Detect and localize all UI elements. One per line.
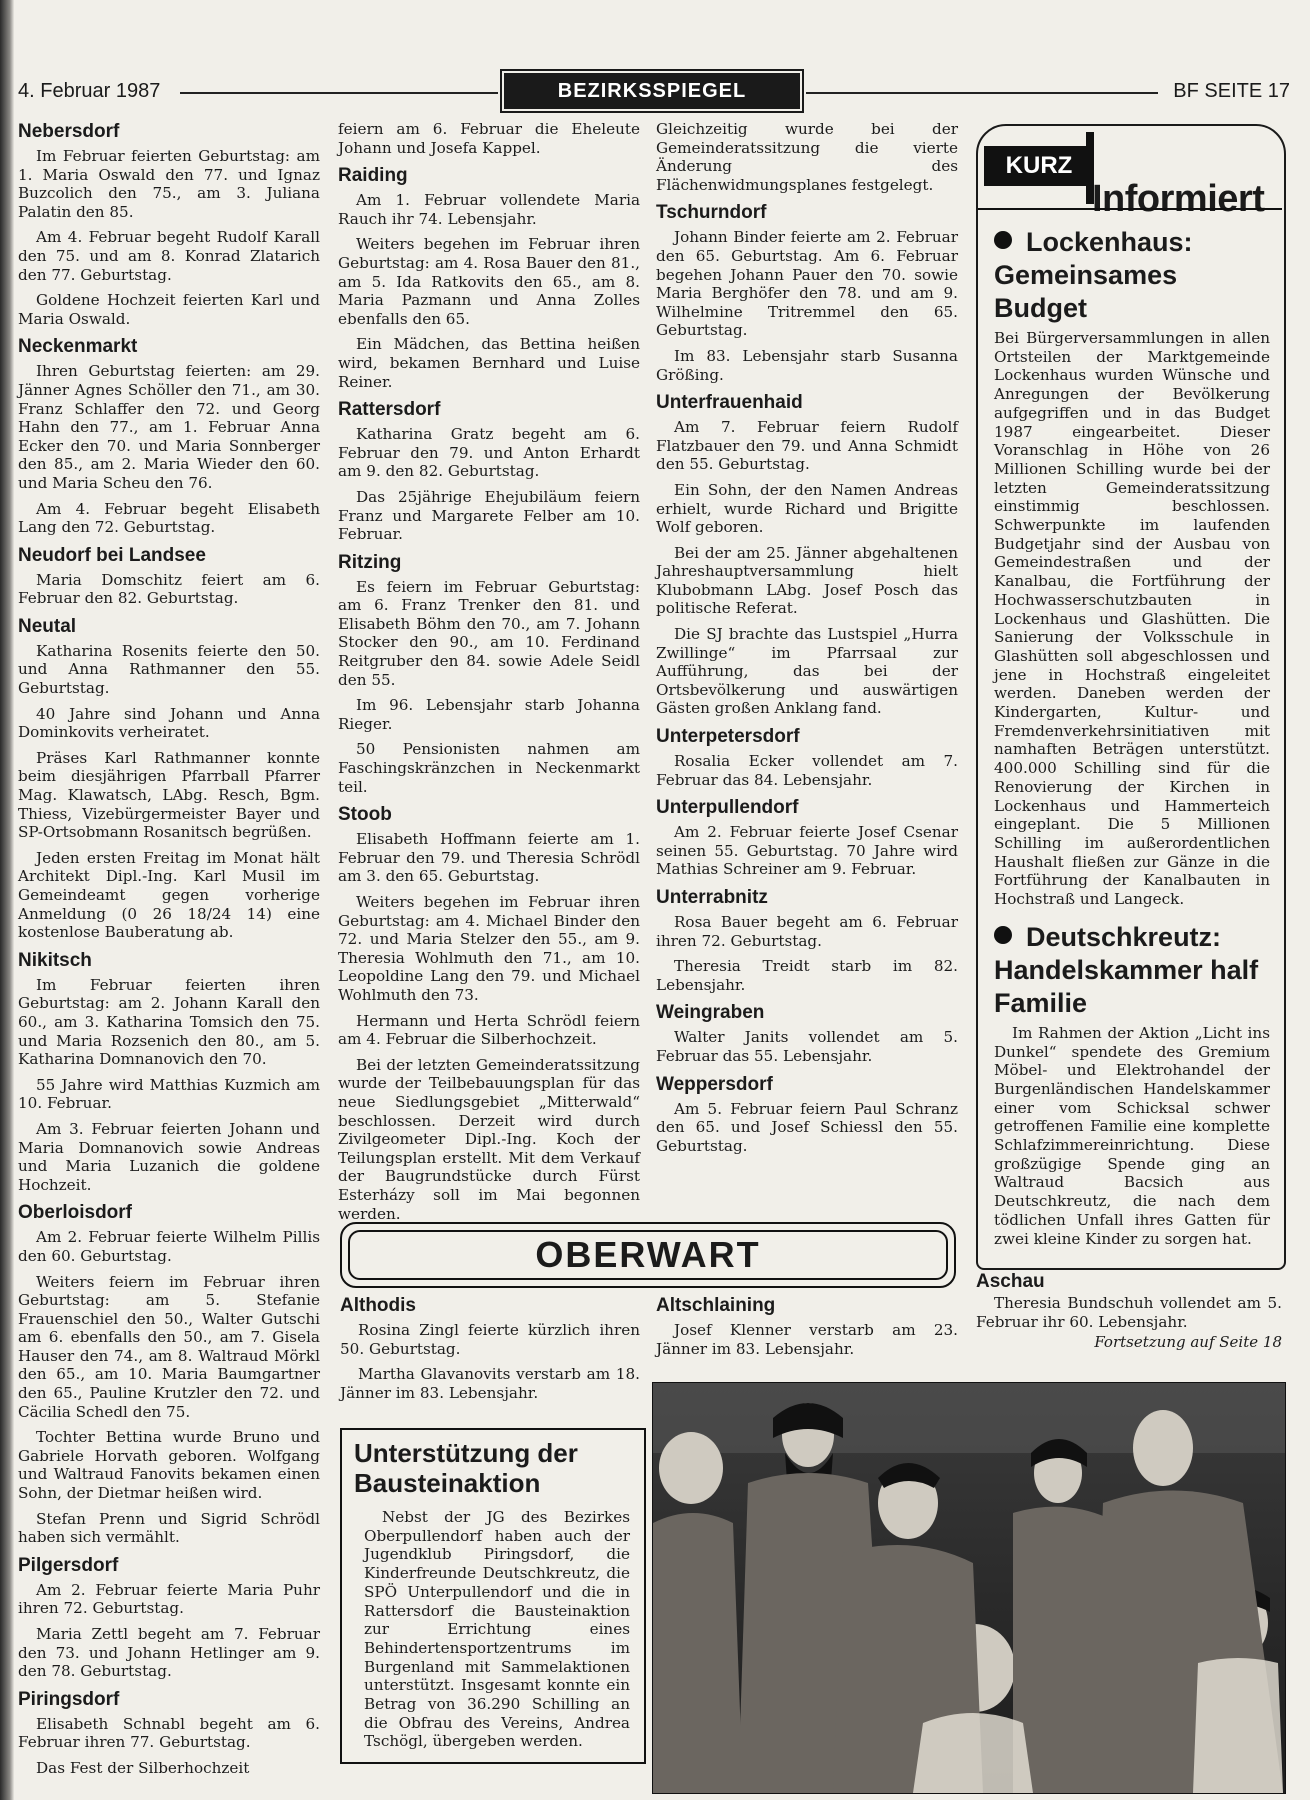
section-heading: Rattersdorf — [338, 399, 441, 421]
article-paragraph: Bei der letzten Gemeinderatssitzung wurde der Teilbebauungsplan für das neue Siedlungsgebiet „Mitterwald“ beschlossen. Derzeit wird durch Zivilgeometer Dipl.-Ing. Koch der Teilungsplan erstellt. Mit dem Verkauf der Baugrundstücke durch Fürst Esterházy soll im Mai begonnen werden. — [338, 1055, 640, 1223]
article-paragraph: Gleichzeitig wurde bei der Gemeinderatssitzung die vierte Änderung des Flächenwidmungsplanes festgelegt. — [656, 120, 958, 194]
article-paragraph: 55 Jahre wird Matthias Kuzmich am 10. Februar. — [18, 1075, 320, 1113]
section-heading: Weingraben — [656, 1002, 765, 1024]
kurz-item-text: Bei Bürgerversammlungen in allen Ortsteilen der Marktgemeinde Lockenhaus wurden Wünsche und Anregungen der Bevölkerung aufgegriffen und in das Budget 1987 eingearbeitet. Dieser Voranschlag in Höhe von 26 Millionen Schilling wurde bei der letzten Gemeinderatssitzung einstimmig beschlossen. Schwerpunkte im laufenden Budgetjahr sind der Ausbau von Gemeindestraßen und der Kanalbau, die Fortführung der Hochwasserschutzbauten in Lockenhaus und Glashütten. Die Sanierung der Volksschule in Glashütten soll abgeschlossen und jene in Hochstraß eingeleitet werden. Daneben werden der Kindergarten, Kultur- und Fremdenverkehrsinitiativen mit namhaften Beträgen unterstützt. 400.000 Schilling sind für die Renovierung der Kirchen in Lockenhaus und Hammerteich eingeplant. Die 5 Millionen Schilling im außerordentlichen Haushalt fließen zur Gänze in die Fortführung der Kanalbauten in Hochstraß und Langeck. — [994, 329, 1270, 909]
altschlaining-section — [656, 1294, 958, 1365]
page-binding-edge — [0, 0, 14, 1800]
article-paragraph: Es feiern im Februar Geburtstag: am 6. Franz Trenker den 81. und Elisabeth Böhm den 70., am 7. Johann Stocker den 90., am 10. Ferdinand Reitgruber den 84. sowie Adele Seidl den 55. — [338, 577, 640, 689]
section-heading: Unterrabnitz — [656, 887, 768, 908]
feature-text: Nebst der JG des Bezirkes Oberpullendorf haben auch der Jugendklub Piringsdorf, die Kinderfreunde Deutschkreutz, die SPÖ Unterpullendorf und die in Rattersdorf die Bausteinaktion zur Errichtung eines Behindertensportzentrums im Burgenland mit Sammelaktionen unterstützt. Insgesamt konnte ein Betrag von 36.290 Schilling an die Obfrau des Vereins, Andrea Tschögl, übergeben werden. — [364, 1508, 630, 1751]
article-paragraph: Martha Glavanovits verstarb am 18. Jänner im 83. Lebensjahr. — [340, 1365, 640, 1402]
kurz-item-heading: Deutschkreutz: Handelskammer half Familie — [994, 921, 1259, 1018]
section-heading: Tschurndorf — [656, 202, 767, 224]
section-heading: Weppersdorf — [656, 1073, 773, 1095]
group-photo-illustration — [653, 1383, 1285, 1793]
header-rule-right — [806, 92, 1158, 94]
article-paragraph: Im 83. Lebensjahr starb Susanna Größing. — [656, 346, 958, 384]
article-paragraph: Maria Zettl begeht am 7. Februar den 73. und Johann Hetlinger am 9. den 78. Geburtstag. — [18, 1625, 320, 1681]
header-rule-left — [180, 92, 498, 94]
article-paragraph: Weiters begehen im Februar ihren Geburtstag: am 4. Rosa Bauer den 81., am 5. Ida Ratkovits den 65., am 8. Maria Pazmann und Anna Zolles ebenfalls den 65. — [338, 235, 640, 328]
section-heading: Unterpetersdorf — [656, 726, 800, 748]
page-number: BF SEITE 17 — [1173, 80, 1290, 102]
aschau-text: Theresia Bundschuh vollendet am 5. Februar ihr 60. Lebensjahr. — [976, 1294, 1282, 1331]
article-paragraph: Ein Mädchen, das Bettina heißen wird, bekamen Bernhard und Luise Reiner. — [338, 335, 640, 391]
article-paragraph: Theresia Treidt starb im 82. Lebensjahr. — [656, 957, 958, 994]
column-1 — [18, 120, 320, 1785]
group-photo — [652, 1382, 1286, 1794]
article-paragraph: Am 2. Februar feierte Wilhelm Pillis den 60. Geburtstag. — [18, 1228, 320, 1265]
article-paragraph: Weiters begehen im Februar ihren Geburtstag: am 4. Michael Binder den 72. und Maria Stelzer den 55., am 9. Theresia Wohlmuth den 71., am 10. Leopoldine Lang den 79. und Michael Wohlmuth den 73. — [338, 893, 640, 1004]
kurz-informiert-box — [976, 124, 1286, 1270]
article-paragraph: Am 4. Februar begeht Rudolf Karall den 75. und am 8. Konrad Zlatarich den 77. Geburtstag. — [18, 228, 320, 284]
section-heading: Unterfrauenhaid — [656, 392, 803, 414]
article-paragraph: Hermann und Herta Schrödl feiern am 4. Februar die Silberhochzeit. — [338, 1011, 640, 1049]
article-paragraph: Das 25jährige Ehejubiläum feiern Franz und Margarete Felber am 10. Februar. — [338, 487, 640, 544]
page-header — [18, 78, 1290, 108]
article-paragraph: Im Februar feierten Geburtstag: am 1. Maria Oswald den 77. und Ignaz Buzcolich den 75., am 3. Juliana Palatin den 85. — [18, 147, 320, 221]
article-paragraph: Elisabeth Hoffmann feierte am 1. Februar den 79. und Theresia Schrödl am 3. den 65. Geburtstag. — [338, 830, 640, 886]
section-heading: Oberloisdorf — [18, 1202, 133, 1224]
article-paragraph: Stefan Prenn und Sigrid Schrödl haben sich vermählt. — [18, 1509, 320, 1547]
section-heading: Althodis — [340, 1295, 416, 1316]
section-heading: Nebersdorf — [18, 121, 120, 142]
article-paragraph: Katharina Rosenits feierte den 50. und Anna Rathmanner den 55. Geburtstag. — [18, 641, 320, 698]
bullet-icon — [994, 231, 1012, 249]
article-paragraph: Goldene Hochzeit feierten Karl und Maria Oswald. — [18, 291, 320, 328]
feature-box — [340, 1428, 646, 1764]
section-heading: Piringsdorf — [18, 1688, 120, 1710]
article-paragraph: Am 2. Februar feierte Josef Csenar seinen 55. Geburtstag. 70 Jahre wird Mathias Schreiner am 9. Februar. — [656, 823, 958, 879]
article-paragraph: Bei der am 25. Jänner abgehaltenen Jahreshauptversammlung hielt Klubobmann LAbg. Josef Posch das politische Referat. — [656, 543, 958, 618]
article-paragraph: feiern am 6. Februar die Eheleute Johann und Josefa Kappel. — [338, 120, 640, 157]
article-paragraph: Maria Domschitz feiert am 6. Februar den 82. Geburtstag. — [18, 570, 320, 608]
article-paragraph: Am 4. Februar begeht Elisabeth Lang den 72. Geburtstag. — [18, 499, 320, 537]
article-paragraph: Ihren Geburtstag feierten: am 29. Jänner Agnes Schöller den 71., am 30. Franz Schlaffer den 72. und Georg Hahn den 77., am 1. Februar Anna Ecker den 70. und Maria Sonnberger den 85., am 2. Maria Wieder den 60. und Maria Scheu den 76. — [18, 362, 320, 492]
article-paragraph: 40 Jahre sind Johann und Anna Dominkovits verheiratet. — [18, 704, 320, 742]
section-heading: Neutal — [18, 615, 77, 637]
oberwart-banner-title: OBERWART — [348, 1230, 948, 1280]
bullet-icon — [994, 926, 1012, 944]
section-heading: Unterpullendorf — [656, 797, 799, 819]
aschau-notice — [976, 1270, 1282, 1351]
article-paragraph: Im Februar feierten ihren Geburtstag: am 2. Johann Karall den 60., am 3. Katharina Tomsich den 75. und Maria Rozsenich den 80., am 5. Katharina Domnanovich den 70. — [18, 975, 320, 1069]
article-paragraph: Tochter Bettina wurde Bruno und Gabriele Horvath geboren. Wolfgang und Waltraud Fanovits bekamen einen Sohn, der Dietmar heißen wird. — [18, 1428, 320, 1503]
section-heading: Ritzing — [338, 551, 402, 573]
article-paragraph: Am 2. Februar feierte Maria Puhr ihren 72. Geburtstag. — [18, 1580, 320, 1618]
article-paragraph: Johann Binder feierte am 2. Februar den 65. Geburtstag. Am 6. Februar begehen Johann Pauer den 70. sowie Maria Berghöfer den 78. und am 9. Wilhelmine Tritremmel den 65. Geburtstag. — [656, 228, 958, 340]
kurz-divider — [978, 208, 1282, 210]
feature-title: Unterstützung der Bausteinaktion — [354, 1438, 578, 1498]
article-paragraph: Das Fest der Silberhochzeit — [36, 1758, 250, 1777]
article-paragraph: Weiters feiern im Februar ihren Geburtstag: am 5. Stefanie Frauenschiel den 50., Walter Gutschi am 6. ebenfalls den 50., am 7. Gisela Hauser den 74., am 8. Waltraud Mörkl den 65., am 10. Maria Baumgartner den 65., Pauline Krutzler den 72. und Cäcilia Schedl den 75. — [18, 1272, 320, 1421]
section-heading: Nikitsch — [18, 949, 92, 971]
article-paragraph: 50 Pensionisten nahmen am Faschingskränzchen in Neckenmarkt teil. — [338, 740, 640, 796]
article-paragraph: Rosalia Ecker vollendet am 7. Februar das 84. Lebensjahr. — [656, 752, 958, 789]
article-paragraph: Die SJ brachte das Lustspiel „Hurra Zwillinge“ im Pfarrsaal zur Aufführung, das bei der Ortsbevölkerung und auswärtigen Gästen großen Anklang fand. — [656, 625, 958, 718]
article-paragraph: Josef Klenner verstarb am 23. Jänner im 83. Lebensjahr. — [656, 1321, 958, 1358]
section-heading: Stoob — [338, 804, 392, 826]
althodis-section — [340, 1294, 640, 1409]
section-heading: Raiding — [338, 165, 408, 187]
article-paragraph: Am 1. Februar vollendete Maria Rauch ihr 74. Lebensjahr. — [338, 191, 640, 228]
article-paragraph: Rosina Zingl feierte kürzlich ihren 50. Geburtstag. — [340, 1321, 640, 1358]
article-paragraph: Jeden ersten Freitag im Monat hält Architekt Dipl.-Ing. Karl Musil im Gemeindeamt gegen vorherige Anmeldung (0 26 18/24 14) eine kostenlose Bauberatung ab. — [18, 848, 320, 942]
article-paragraph: Walter Janits vollendet am 5. Februar das 55. Lebensjahr. — [656, 1028, 958, 1065]
article-paragraph: Am 7. Februar feiern Rudolf Flatzbauer den 79. und Anna Schmidt den 55. Geburtstag. — [656, 418, 958, 474]
section-title: BEZIRKSSPIEGEL — [504, 73, 800, 109]
section-heading: Neudorf bei Landsee — [18, 544, 206, 566]
column-3 — [656, 120, 958, 1162]
article-paragraph: Präses Karl Rathmanner konnte beim diesjährigen Pfarrball Pfarrer Mag. Klawatsch, LAbg. Resch, Bgm. Thiess, Vizebürgermeister Bayer und SP-Ortsobmann Rosanitsch begrüßen. — [18, 748, 320, 842]
article-paragraph: Katharina Gratz begeht am 6. Februar den 79. und Anton Erhardt am 9. den 82. Geburtstag. — [338, 425, 640, 481]
article-paragraph: Ein Sohn, der den Namen Andreas erhielt, wurde Richard und Brigitte Wolf geboren. — [656, 480, 958, 537]
article-paragraph: Am 3. Februar feierten Johann und Maria Domnanovich sowie Andreas und Maria Luzanich die goldene Hochzeit. — [18, 1119, 320, 1194]
kurz-title-word: Informiert — [1092, 178, 1265, 220]
oberwart-banner — [340, 1222, 956, 1288]
kurz-item-heading: Lockenhaus: Gemeinsames Budget — [994, 227, 1193, 323]
article-paragraph: Im 96. Lebensjahr starb Johanna Rieger. — [338, 696, 640, 733]
section-heading: Neckenmarkt — [18, 336, 138, 358]
kurz-body — [994, 226, 1270, 1260]
article-paragraph: Am 5. Februar feiern Paul Schranz den 65. und Josef Schiessl den 55. Geburtstag. — [656, 1099, 958, 1155]
article-paragraph: Rosa Bauer begeht am 6. Februar ihren 72. Geburtstag. — [656, 913, 958, 950]
section-heading: Pilgersdorf — [18, 1554, 119, 1576]
column-2 — [338, 120, 640, 1230]
article-paragraph: Elisabeth Schnabl begeht am 6. Februar ihren 77. Geburtstag. — [18, 1714, 320, 1752]
kurz-tag: KURZ — [984, 146, 1094, 186]
continuation-note: Fortsetzung auf Seite 18 — [1094, 1333, 1282, 1352]
issue-date: 4. Februar 1987 — [18, 80, 161, 102]
section-heading: Altschlaining — [656, 1295, 776, 1316]
kurz-item-text: Im Rahmen der Aktion „Licht ins Dunkel“ spendete des Gremium Möbel- und Elektrohandel der Burgenländischen Handelskammer einer vom Schicksal schwer getroffenen Familie eine komplette Schlafzimmereinrichtung. Diese großzügige Spende ging an Waltraud Bacsich aus Deutschkreutz, die nach dem tödlichen Unfall ihres Gatten für zwei kleine Kinder zu sorgen hat. — [994, 1023, 1270, 1248]
aschau-heading: Aschau — [976, 1271, 1045, 1292]
